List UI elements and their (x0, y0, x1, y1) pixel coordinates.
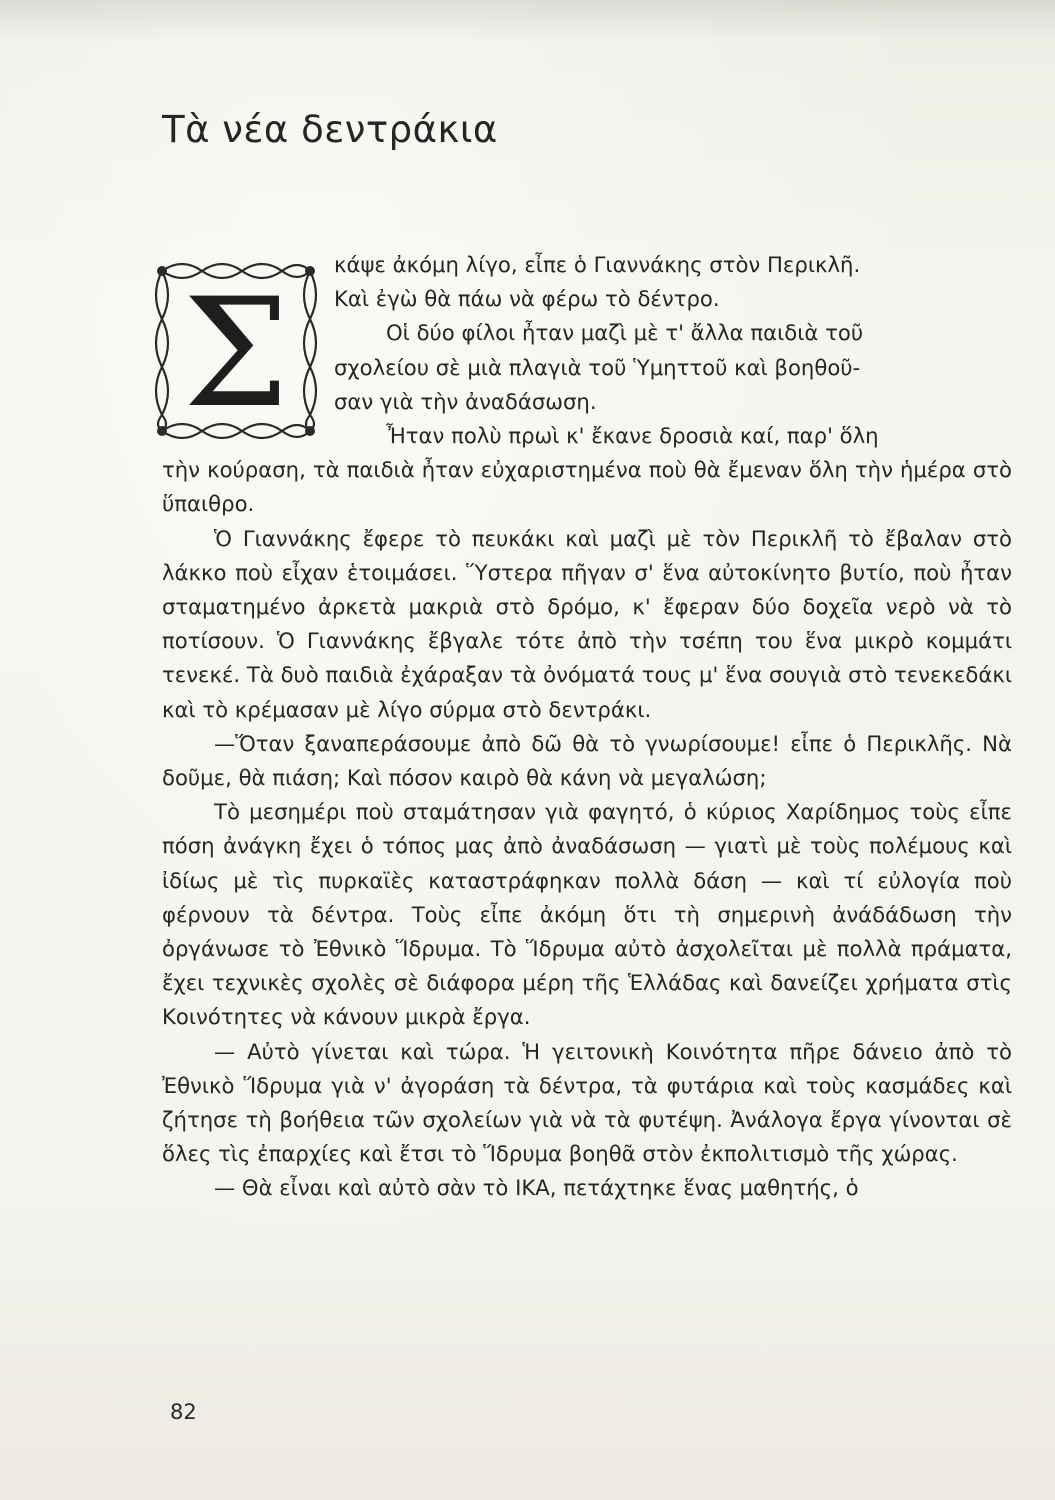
lead-line: κάψε ἀκόμη λίγο, εἶπε ὁ Γιαννάκης στὸν Περικλῆ. (334, 252, 861, 277)
paragraph: Τὸ μεσημέρι ποὺ σταμάτησαν γιὰ φαγητό, ὁ κύριος Χαρίδημος τοὺς εἶπε πόση ἀνάγκη ἔχει ὁ τόπος μας ἀπὸ ἀναδάσωση — γιατὶ μὲ τοὺς πολέμους καὶ ἰδίως μὲ τὶς πυρκαϊὲς καταστράφηκαν πολλὰ δάση — καὶ τί εὐλογία ποὺ φέρνουν τὰ δέντρα. Τοὺς εἶπε ἀκόμη ὅτι τὴ σημερινὴ ἀνάδάδωση τὴν ὀργάνωσε τὸ Ἐθνικὸ Ἵδρυμα. Τὸ Ἵδρυμα αὐτὸ ἀσχολεῖται μὲ πολλὰ πράματα, ἔχει τεχνικὲς σχολὲς σὲ διάφορα μέρη τῆς Ἑλλάδας καὶ δανείζει χρήματα στὶς Κοινότητες νὰ κάνουν μικρὰ ἔργα. (162, 799, 1012, 1030)
lead-line: Οἱ δύο φίλοι ἦταν μαζὶ μὲ τ' ἄλλα παιδιὰ τοῦ (386, 320, 864, 346)
drop-cap-letter: Σ (182, 267, 290, 441)
lead-line: σαν γιὰ τὴν ἀναδάσωση. (334, 388, 597, 414)
chapter-title: Τὰ νέα δεντράκια (162, 108, 498, 151)
lead-line: σχολείου σὲ μιὰ πλαγιὰ τοῦ Ὑμηττοῦ καὶ βοηθοῦ- (334, 354, 861, 380)
paragraph: — Θὰ εἶναι καὶ αὐτὸ σὰν τὸ ΙΚΑ, πετάχτηκε ἕνας μαθητής, ὁ (214, 1175, 859, 1201)
lead-line: Καὶ ἐγὼ θὰ πάω νὰ φέρω τὸ δέντρο. (334, 286, 720, 312)
page-number: 82 (170, 1400, 197, 1424)
page-top-shadow (0, 0, 1055, 40)
paragraph: τὴν κούραση, τὰ παιδιὰ ἦταν εὐχαριστημένα ποὺ θὰ ἔμεναν ὅλη τὴν ἡμέρα στὸ ὕπαιθρο. (162, 457, 1012, 517)
paragraph: Ὁ Γιαννάκης ἔφερε τὸ πευκάκι καὶ μαζὶ μὲ τὸν Περικλῆ τὸ ἔβαλαν στὸ λάκκο ποὺ εἶχαν ἑτοιμάσει. Ὕστερα πῆγαν σ' ἕνα αὐτοκίνητο βυτίο, ποὺ ἦταν σταματημένο ἀρκετὰ μακριὰ στὸ δρόμο, κ' ἔφεραν δύο δοχεῖα νερὸ νὰ τὸ ποτίσουν. Ὁ Γιαννάκης ἔβγαλε τότε ἀπὸ τὴν τσέπη του ἕνα μικρὸ κομμάτι τενεκέ. Τὰ δυὸ παιδιὰ ἐχάραξαν τὰ ὀνόματά τους μ' ἕνα σουγιὰ στὸ τενεκεδάκι καὶ τὸ κρέμασαν μὲ λίγο σύρμα στὸ δεντράκι. (162, 525, 1012, 722)
paragraph: —Ὅταν ξαναπεράσουμε ἀπὸ δῶ θὰ τὸ γνωρίσουμε! εἶπε ὁ Περικλῆς. Νὰ δοῦμε, θὰ πιάση; Καὶ πόσον καιρὸ θὰ κάνη νὰ μεγαλώση; (162, 730, 1012, 791)
paragraph: — Αὐτὸ γίνεται καὶ τώρα. Ἡ γειτονικὴ Κοινότητα πῆρε δάνειο ἀπὸ τὸ Ἐθνικὸ Ἵδρυμα γιὰ ν' ἀγοράση τὰ δέντρα, τὰ φυτάρια καὶ τοὺς κασμάδες καὶ ζήτησε τὴ βοήθεια τῶν σχολείων γιὰ νὰ τὰ φυτέψη. Ἀνάλογα ἔργα γίνονται σὲ ὅλες τὶς ἐπαρχίες καὶ ἔτσι τὸ Ἵδρυμα βοηθᾶ στὸν ἐκπολιτισμὸ τῆς χώρας. (162, 1038, 1012, 1167)
lead-line: Ἦταν πολὺ πρωὶ κ' ἔκανε δροσιὰ καί, παρ' ὅλη (386, 423, 879, 449)
body-text (162, 248, 1012, 1206)
